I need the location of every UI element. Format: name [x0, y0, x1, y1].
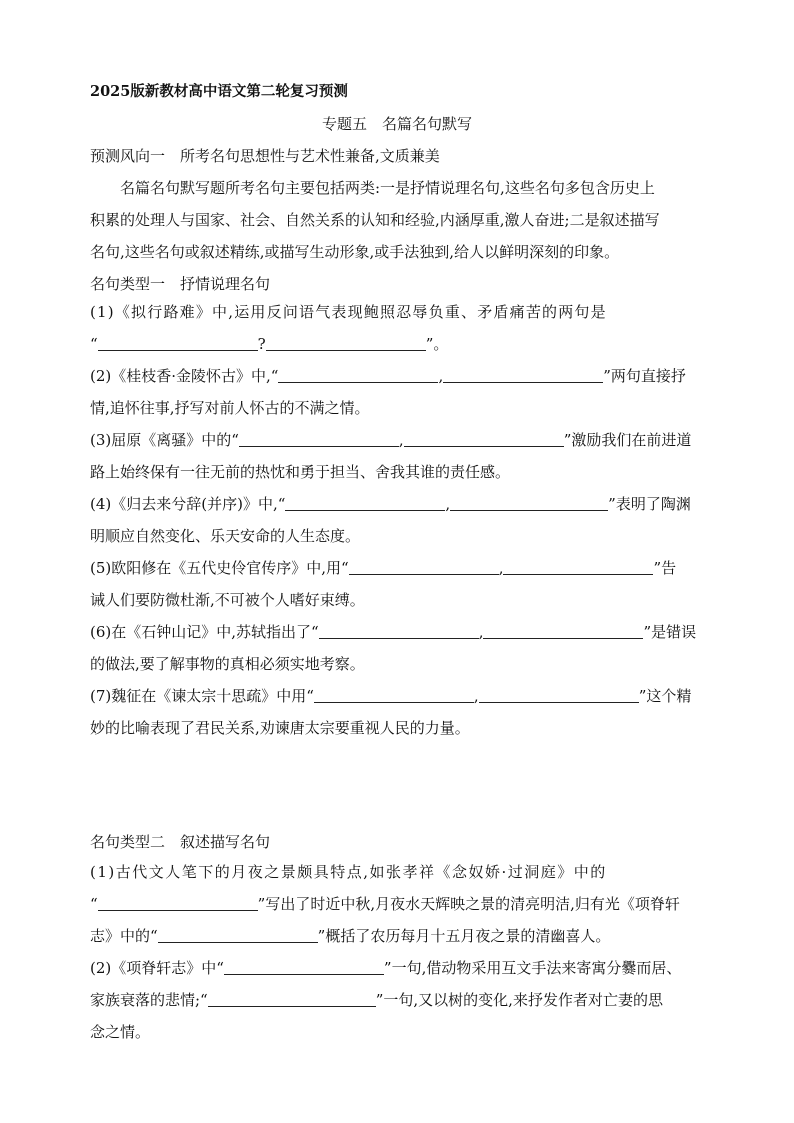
- type2-question-2-line: [90, 958, 681, 978]
- answer-blank[interactable]: [404, 431, 564, 447]
- question-6-continuation: 的做法,要了解事物的真相必须实地考察。: [90, 655, 365, 673]
- intro-paragraph-line: 名句,这些名句或叙述精练,或描写生动形象,或手法独到,给人以鲜明深刻的印象。: [90, 243, 620, 261]
- type2-question-1-line-2: [90, 894, 680, 914]
- comma: ,: [478, 623, 484, 641]
- question-6-suffix: ”是错误: [643, 623, 697, 641]
- question-4-suffix: ”表明了陶渊: [608, 495, 691, 513]
- answer-blank[interactable]: [503, 559, 653, 575]
- comma: ,: [445, 495, 451, 513]
- question-3-continuation: 路上始终保有一往无前的热忱和勇于担当、舍我其谁的责任感。: [90, 463, 511, 481]
- answer-blank[interactable]: [158, 927, 318, 943]
- answer-blank[interactable]: [239, 431, 399, 447]
- type2-heading: 名句类型二 叙述描写名句: [90, 833, 271, 851]
- type2-question-2-end: ”一句,又以树的变化,来抒发作者对亡妻的思: [375, 991, 663, 1009]
- question-3-line: [90, 430, 691, 450]
- answer-blank[interactable]: [314, 687, 474, 703]
- comma: ,: [498, 559, 504, 577]
- question-5-continuation: 诫人们要防微杜渐,不可被个人嗜好束缚。: [90, 591, 365, 609]
- question-5-prefix: (5)欧阳修在《五代史伶官传序》中,用“: [90, 559, 349, 577]
- answer-blank[interactable]: [483, 623, 643, 639]
- question-2-suffix: ”两句直接抒: [603, 367, 686, 385]
- topic-title: 专题五 名篇名句默写: [321, 115, 472, 133]
- question-2-prefix: (2)《桂枝香·金陵怀古》中,“: [90, 367, 279, 385]
- intro-paragraph-line: 积累的处理人与国家、社会、自然关系的认知和经验,内涵厚重,激人奋进;二是叙述描写: [90, 211, 660, 229]
- type1-heading: 名句类型一 抒情说理名句: [90, 275, 271, 293]
- question-1-answer-line: [90, 334, 448, 354]
- type2-question-1-line-3: [90, 926, 610, 946]
- question-4-line: [90, 494, 691, 514]
- question-mark: ?: [257, 335, 266, 353]
- close-quote: ”。: [425, 335, 449, 353]
- type2-question-2-lead: 家族衰落的悲情;“: [90, 991, 208, 1009]
- answer-blank[interactable]: [224, 959, 384, 975]
- question-6-prefix: (6)在《石钟山记》中,苏轼指出了“: [90, 623, 319, 641]
- question-2-continuation: 情,追怀往事,抒写对前人怀古的不满之情。: [90, 399, 370, 417]
- answer-blank[interactable]: [266, 335, 426, 351]
- answer-blank[interactable]: [443, 367, 603, 383]
- type2-question-1-prefix: 志》中的“: [90, 927, 158, 945]
- comma: ,: [438, 367, 444, 385]
- answer-blank[interactable]: [98, 335, 258, 351]
- question-2-line: [90, 366, 686, 386]
- question-1-text: (1)《拟行路难》中,运用反问语气表现鲍照忍辱负重、矛盾痛苦的两句是: [90, 303, 607, 321]
- question-7-continuation: 妙的比喻表现了君民关系,劝谏唐太宗要重视人民的力量。: [90, 719, 470, 737]
- question-4-prefix: (4)《归去来兮辞(并序)》中,“: [90, 495, 286, 513]
- type2-question-2-suffix: ”一句,借动物采用互文手法来寄寓分爨而居、: [383, 959, 682, 977]
- answer-blank[interactable]: [208, 991, 376, 1007]
- answer-blank[interactable]: [278, 367, 438, 383]
- question-7-line: [90, 686, 691, 706]
- type2-question-1-end: ”概括了农历每月十五月夜之景的清幽喜人。: [317, 927, 611, 945]
- document-title: 2025版新教材高中语文第二轮复习预测: [90, 83, 348, 100]
- type2-question-1-text: (1)古代文人笔下的月夜之景颇具特点,如张孝祥《念奴娇·过洞庭》中的: [90, 863, 607, 881]
- question-5-line: [90, 558, 676, 578]
- answer-blank[interactable]: [285, 495, 445, 511]
- answer-blank[interactable]: [479, 687, 639, 703]
- question-7-prefix: (7)魏征在《谏太宗十思疏》中用“: [90, 687, 314, 705]
- comma: ,: [473, 687, 479, 705]
- type2-question-2-line-3: 念之情。: [90, 1023, 151, 1041]
- type2-question-1-suffix: ”写出了时近中秋,月夜水天辉映之景的清亮明洁,归有光《项脊轩: [257, 895, 680, 913]
- question-5-suffix: ”告: [653, 559, 677, 577]
- comma: ,: [398, 431, 404, 449]
- question-6-line: [90, 622, 696, 642]
- answer-blank[interactable]: [349, 559, 499, 575]
- type2-question-2-prefix: (2)《项脊轩志》中“: [90, 959, 224, 977]
- answer-blank[interactable]: [98, 895, 258, 911]
- type2-question-2-line-2: [90, 990, 663, 1010]
- question-3-suffix: ”激励我们在前进道: [563, 431, 692, 449]
- answer-blank[interactable]: [450, 495, 608, 511]
- open-quote: “: [90, 895, 98, 913]
- open-quote: “: [90, 335, 98, 353]
- intro-paragraph-line: 名篇名句默写题所考名句主要包括两类:一是抒情说理名句,这些名句多包含历史上: [120, 179, 655, 197]
- answer-blank[interactable]: [319, 623, 479, 639]
- question-4-continuation: 明顺应自然变化、乐天安命的人生态度。: [90, 527, 361, 545]
- question-7-suffix: ”这个精: [638, 687, 692, 705]
- question-3-prefix: (3)屈原《离骚》中的“: [90, 431, 239, 449]
- section-heading: 预测风向一 所考名句思想性与艺术性兼备,文质兼美: [90, 147, 440, 165]
